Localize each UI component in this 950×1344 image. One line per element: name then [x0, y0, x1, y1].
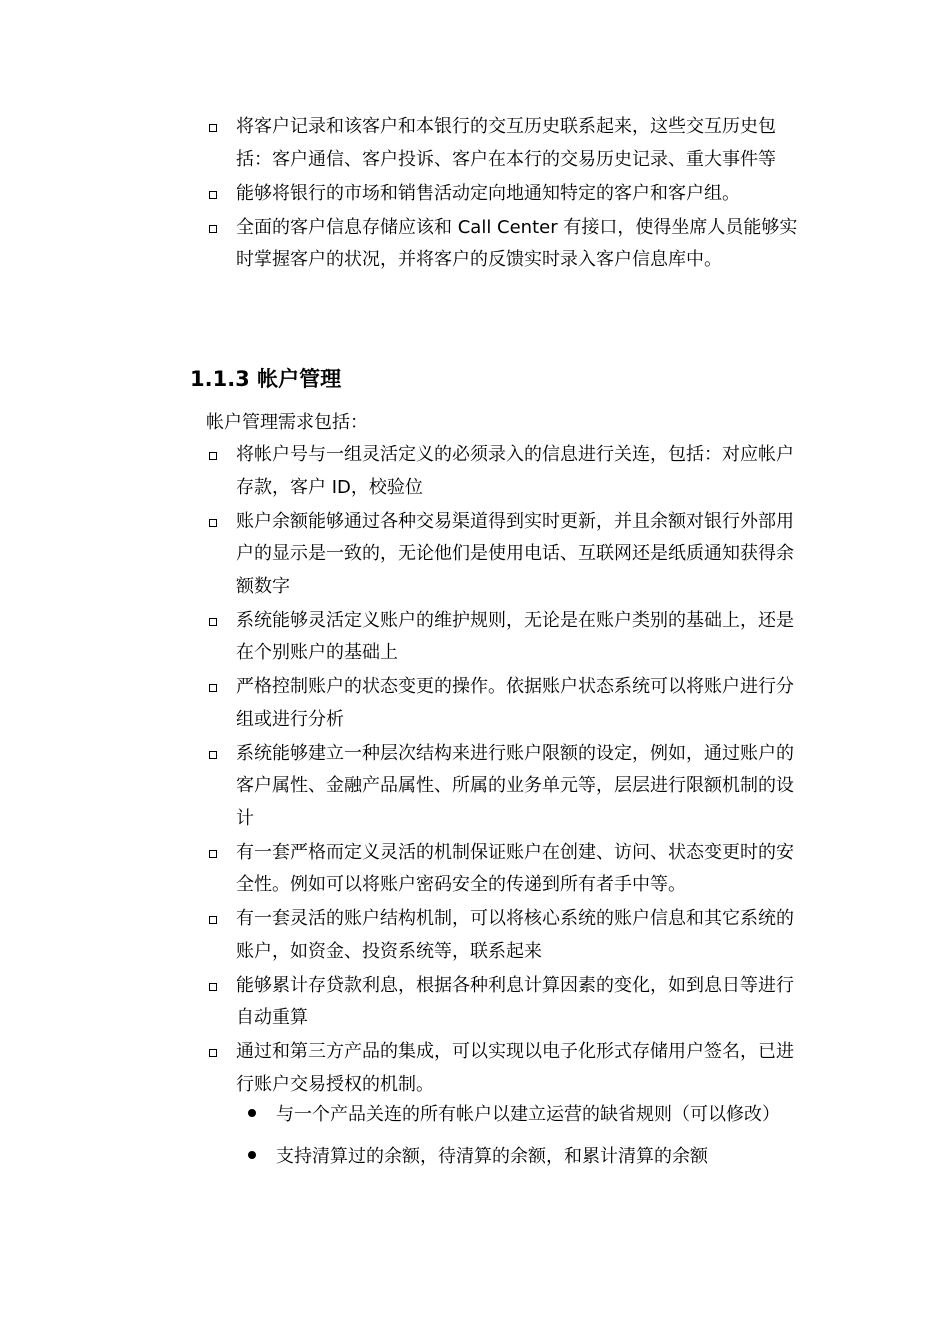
list-item-text: 有一套灵活的账户结构机制，可以将核心系统的账户信息和其它系统的账户，如资金、投资系统等，联系起来 — [236, 908, 794, 962]
dot-bullet-icon — [248, 1109, 256, 1117]
square-bullet-icon — [209, 1049, 217, 1057]
list-item — [206, 738, 806, 836]
square-bullet-icon — [209, 751, 217, 759]
list-item — [206, 212, 806, 277]
list-item-text: 账户余额能够通过各种交易渠道得到实时更新，并且余额对银行外部用户的显示是一致的，无论他们是使用电话、互联网还是纸质通知获得余额数字 — [236, 510, 794, 597]
list-item — [206, 970, 806, 1035]
section-heading: 1.1.3 帐户管理 — [190, 367, 342, 391]
list-item-text: 系统能够灵活定义账户的维护规则，无论是在账户类别的基础上，还是在个别账户的基础上 — [236, 609, 794, 663]
list-item-text: 能够累计存贷款利息，根据各种利息计算因素的变化，如到息日等进行自动重算 — [236, 974, 794, 1028]
square-bullet-icon — [209, 916, 217, 924]
list-item — [206, 506, 806, 604]
top-bullet-list — [206, 111, 806, 278]
sub-list-item-text: 支持清算过的余额，待清算的余额，和累计清算的余额 — [276, 1146, 708, 1167]
sub-bullet-list — [246, 1099, 826, 1183]
list-item-text: 系统能够建立一种层次结构来进行账户限额的设定，例如，通过账户的客户属性、金融产品属性、所属的业务单元等，层层进行限额机制的设计 — [236, 742, 794, 829]
list-item-text: 有一套严格而定义灵活的机制保证账户在创建、访问、状态变更时的安全性。例如可以将账户密码安全的传递到所有者手中等。 — [236, 841, 794, 895]
sub-list-item-text: 与一个产品关连的所有帐户以建立运营的缺省规则（可以修改） — [276, 1104, 780, 1125]
square-bullet-icon — [209, 452, 217, 460]
account-requirements-list — [206, 439, 806, 1103]
square-bullet-icon — [209, 983, 217, 991]
dot-bullet-icon — [248, 1151, 256, 1159]
list-item-text: 通过和第三方产品的集成，可以实现以电子化形式存储用户签名，已进行账户交易授权的机制。 — [236, 1041, 794, 1095]
list-item — [206, 111, 806, 176]
section-intro: 帐户管理需求包括： — [206, 412, 368, 433]
list-item — [206, 671, 806, 736]
sub-list-item — [246, 1099, 826, 1131]
list-item — [206, 605, 806, 670]
square-bullet-icon — [209, 225, 217, 233]
square-bullet-icon — [209, 618, 217, 626]
list-item — [206, 178, 806, 211]
list-item-text: 严格控制账户的状态变更的操作。依据账户状态系统可以将账户进行分组或进行分析 — [236, 676, 794, 730]
list-item-text: 能够将银行的市场和销售活动定向地通知特定的客户和客户组。 — [236, 182, 740, 204]
list-item — [206, 439, 806, 504]
list-item-text: 全面的客户信息存储应该和 Call Center 有接口，使得坐席人员能够实时掌握客户的状况，并将客户的反馈实时录入客户信息库中。 — [236, 216, 798, 270]
square-bullet-icon — [209, 124, 217, 132]
list-item — [206, 903, 806, 968]
list-item — [206, 837, 806, 902]
square-bullet-icon — [209, 850, 217, 858]
square-bullet-icon — [209, 191, 217, 199]
list-item — [206, 1036, 806, 1101]
list-item-text: 将客户记录和该客户和本银行的交互历史联系起来，这些交互历史包括：客户通信、客户投诉、客户在本行的交易历史记录、重大事件等 — [236, 116, 776, 170]
square-bullet-icon — [209, 519, 217, 527]
square-bullet-icon — [209, 684, 217, 692]
list-item-text: 将帐户号与一组灵活定义的必须录入的信息进行关连，包括：对应帐户存款，客户 ID，校验位 — [236, 444, 794, 498]
sub-list-item — [246, 1141, 826, 1173]
